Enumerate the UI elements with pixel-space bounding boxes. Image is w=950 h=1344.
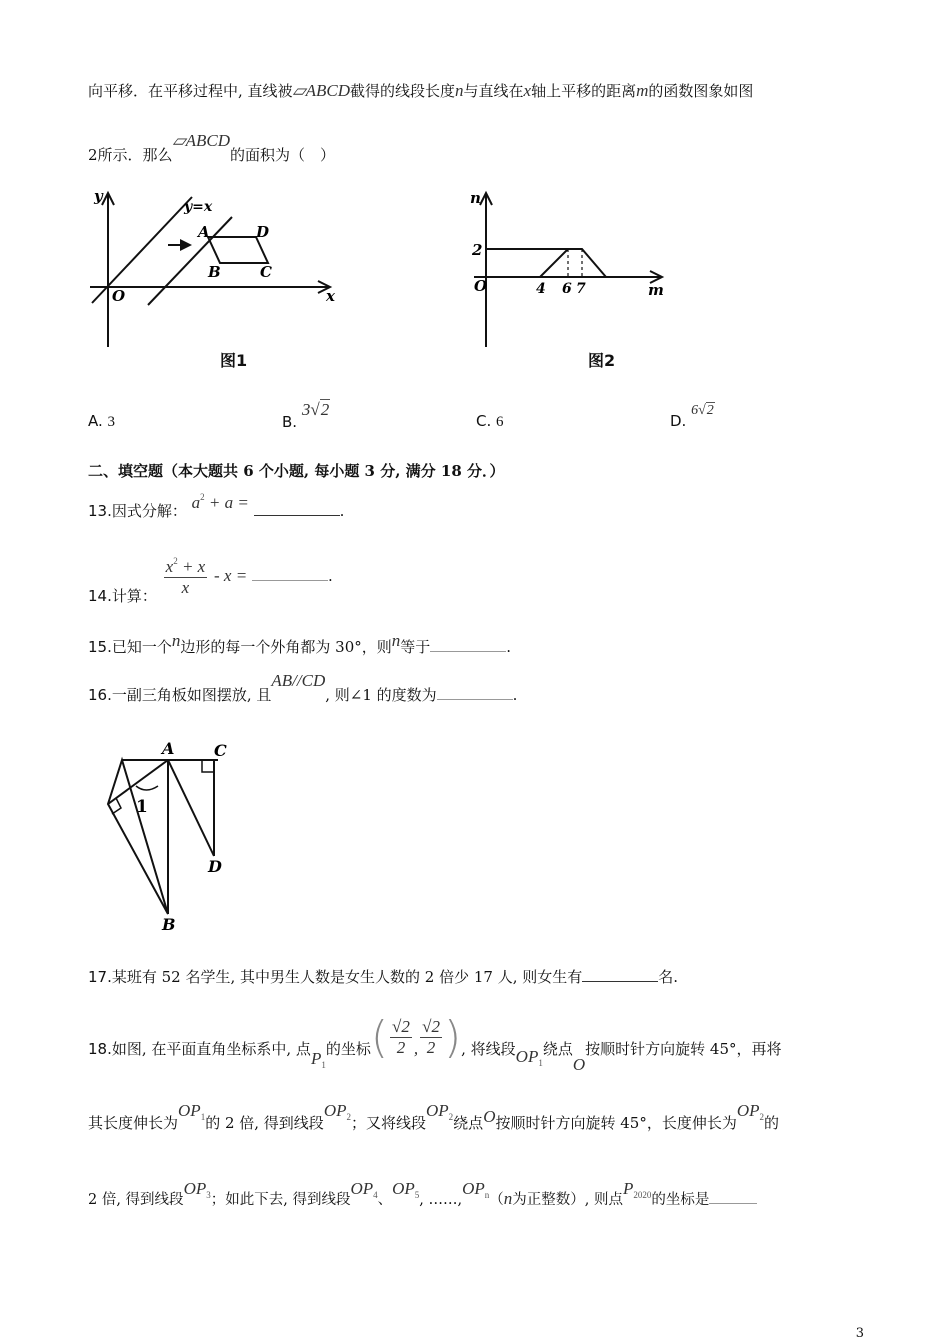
point-p: P	[310, 1048, 322, 1068]
question-18-line-1: 18.如图, 在平面直角坐标系中, 点$P_1$的坐标( $\frac{√2}{2}$ , $\frac{√2}{2}$ ), 将线段$OP_1$绕点O按顺时针方向旋转 45°，再将	[88, 1012, 782, 1074]
expr-rest: + a =	[208, 493, 249, 512]
option-b: B. 3√2	[282, 400, 330, 431]
text: 如图, 在平面直角坐标系中, 点	[111, 1039, 311, 1058]
label-n: n	[470, 189, 481, 207]
option-coef: 3	[301, 400, 311, 419]
text: 的 2 倍, 得到线段	[205, 1114, 324, 1132]
option-coef: 6	[691, 403, 699, 418]
subscript: 1	[200, 1112, 206, 1122]
graph	[540, 249, 606, 277]
subscript: 1	[321, 1059, 326, 1070]
var-n: n	[391, 631, 401, 650]
var-m: m	[636, 81, 649, 100]
section-2-title: 二、填空题（本大题共 6 个小题, 每小题 3 分, 满分 18 分．）	[88, 462, 505, 480]
text: 其长度伸长为	[88, 1114, 179, 1132]
var-n: n	[171, 631, 181, 650]
parallelogram-abcd: ▱ABCD	[172, 131, 231, 150]
question-text: 计算：	[111, 587, 157, 605]
subscript: 5	[414, 1190, 420, 1200]
segment-op: OP	[183, 1179, 207, 1198]
text: 2 倍, 得到线段	[88, 1192, 184, 1208]
text: 截得的线段长度	[350, 82, 456, 100]
question-text: 因式分解：	[111, 502, 187, 520]
option-label: D.	[670, 412, 687, 430]
question-number: 17.	[88, 968, 112, 986]
label-b: B	[162, 915, 176, 934]
page-number: 3	[855, 1326, 864, 1341]
label-y: y	[94, 187, 103, 205]
line-ad	[168, 760, 214, 856]
period: .	[512, 686, 518, 704]
subscript: 2	[759, 1112, 764, 1122]
option-value: 6	[496, 414, 504, 430]
separator: 、	[377, 1192, 393, 1208]
option-a	[88, 412, 115, 431]
answer-blank[interactable]	[254, 501, 340, 516]
option-label: C.	[476, 412, 492, 430]
intro-line-1	[88, 80, 753, 101]
label-o: O	[474, 277, 488, 295]
denominator: 2	[396, 1038, 406, 1057]
subscript: 3	[206, 1190, 211, 1200]
option-c	[476, 412, 504, 431]
option-radicand: 2	[320, 400, 330, 419]
option-value: 3	[107, 414, 116, 430]
subscript: 2	[346, 1112, 351, 1122]
exponent: 2	[200, 492, 205, 502]
arrow-head	[180, 239, 192, 251]
label-c: C	[260, 263, 272, 281]
expr-rest: - x =	[214, 566, 248, 585]
text: 已知一个	[111, 638, 172, 656]
question-number: 18.	[88, 1039, 112, 1058]
question-18-line-3	[88, 1179, 757, 1210]
text: 向平移．在平移过程中, 直线被	[88, 82, 293, 100]
right-angle-c	[202, 760, 214, 772]
expr-a: a	[191, 493, 201, 512]
subscript: n	[484, 1190, 490, 1200]
option-radicand: 2	[706, 403, 714, 418]
segment-op: OP	[462, 1179, 485, 1198]
option-d: D. 6√2	[670, 403, 714, 430]
figure-1-caption: 图1	[220, 351, 248, 370]
label-angle-1: 1	[136, 797, 148, 817]
answer-blank[interactable]	[252, 566, 328, 581]
ellipsis: , ……,	[419, 1192, 463, 1208]
coord-y	[420, 1017, 442, 1058]
question-13	[88, 492, 345, 521]
segment-op: OP	[350, 1179, 374, 1198]
text: 的	[764, 1114, 780, 1132]
intro-line-2	[88, 131, 336, 165]
period: .	[506, 638, 512, 656]
segment-op: OP	[323, 1101, 347, 1120]
numerator: √2	[392, 1017, 410, 1036]
label-x: x	[326, 287, 335, 305]
subscript: 2020	[633, 1190, 652, 1200]
figure-2-caption: 图2	[588, 351, 616, 370]
label-o: O	[112, 287, 126, 305]
label-2: 2	[472, 241, 483, 259]
subscript: 2	[448, 1112, 454, 1122]
text: , 将线段	[461, 1039, 516, 1058]
question-number: 15.	[88, 638, 112, 656]
text: 轴上平移的距离	[531, 82, 637, 100]
question-18-line-2	[88, 1101, 780, 1134]
text: 的坐标	[325, 1039, 371, 1058]
question-17	[88, 966, 678, 987]
text: 按顺时针方向旋转 45°，长度伸长为	[495, 1114, 737, 1132]
text: 绕点	[542, 1039, 573, 1058]
point-o: O	[483, 1107, 496, 1126]
label-a: A	[198, 223, 210, 241]
parallelogram-abcd: ▱ABCD	[292, 81, 351, 100]
question-number: 14.	[88, 587, 112, 605]
coord-x	[390, 1017, 412, 1058]
numerator-x: x	[165, 557, 174, 576]
text: 的坐标是	[651, 1192, 710, 1208]
text: 绕点	[453, 1114, 484, 1132]
denominator: x	[181, 578, 190, 597]
segment-op: OP	[736, 1101, 760, 1120]
label-d: D	[256, 223, 270, 241]
text: 的面积为（ ）	[230, 146, 336, 164]
label-y-eq-x: y=x	[184, 199, 213, 215]
text: ；又将线段	[350, 1114, 426, 1132]
subscript: 1	[538, 1057, 543, 1068]
option-label: A.	[88, 412, 103, 430]
var-n: n	[503, 1189, 513, 1208]
label-a: A	[162, 739, 175, 758]
segment-op: OP	[426, 1101, 449, 1120]
figure-3	[96, 736, 276, 936]
numerator: √2	[422, 1017, 440, 1036]
point-o: O	[572, 1054, 586, 1074]
answer-blank[interactable]	[709, 1189, 757, 1204]
text: 的函数图象如图	[648, 82, 754, 100]
label-m: m	[648, 281, 664, 299]
question-15	[88, 631, 512, 657]
text-end: 名.	[658, 968, 679, 986]
text: ；如此下去, 得到线段	[210, 1192, 351, 1208]
text: （	[489, 1192, 504, 1208]
expr-ab-parallel-cd: AB//CD	[271, 671, 326, 690]
question-14	[88, 556, 333, 605]
subscript: 4	[373, 1190, 378, 1200]
label-d: D	[208, 857, 222, 876]
text: 等于	[400, 638, 431, 656]
answer-blank[interactable]	[430, 637, 506, 652]
denominator: 2	[426, 1038, 436, 1057]
label-c: C	[214, 741, 227, 760]
tick-7: 7	[576, 281, 586, 297]
question-number: 16.	[88, 686, 112, 704]
var-n: n	[455, 81, 464, 100]
segment-op: OP	[515, 1046, 539, 1066]
exponent: 2	[173, 556, 178, 566]
answer-blank[interactable]	[437, 685, 513, 700]
point-p: P	[623, 1179, 634, 1198]
segment-op: OP	[392, 1179, 415, 1198]
label-b: B	[208, 263, 221, 281]
figure-1	[80, 185, 350, 360]
text: , 则∠1 的度数为	[325, 686, 437, 704]
tick-4: 4	[536, 281, 546, 297]
text: 为正整数）, 则点	[512, 1192, 624, 1208]
var-x: x	[523, 81, 532, 100]
question-number: 13.	[88, 502, 112, 520]
text: 2所示．那么	[88, 146, 173, 164]
figure-2	[460, 185, 680, 360]
tick-6: 6	[562, 281, 572, 297]
question-16	[88, 671, 518, 705]
text: 一副三角板如图摆放, 且	[111, 686, 272, 704]
text: 按顺时针方向旋转 45°，再将	[585, 1039, 782, 1058]
answer-blank[interactable]	[582, 967, 658, 982]
text: 边形的每一个外角都为 30°，则	[180, 638, 392, 656]
text: 某班有 52 名学生, 其中男生人数是女生人数的 2 倍少 17 人, 则女生有	[111, 968, 583, 986]
period: .	[327, 567, 333, 585]
angle-1-arc	[136, 786, 158, 790]
text: 与直线在	[463, 82, 524, 100]
segment-op: OP	[178, 1101, 201, 1120]
period: .	[339, 502, 345, 520]
option-label: B.	[282, 413, 298, 431]
fraction	[164, 556, 208, 598]
numerator-rest: + x	[181, 557, 206, 576]
